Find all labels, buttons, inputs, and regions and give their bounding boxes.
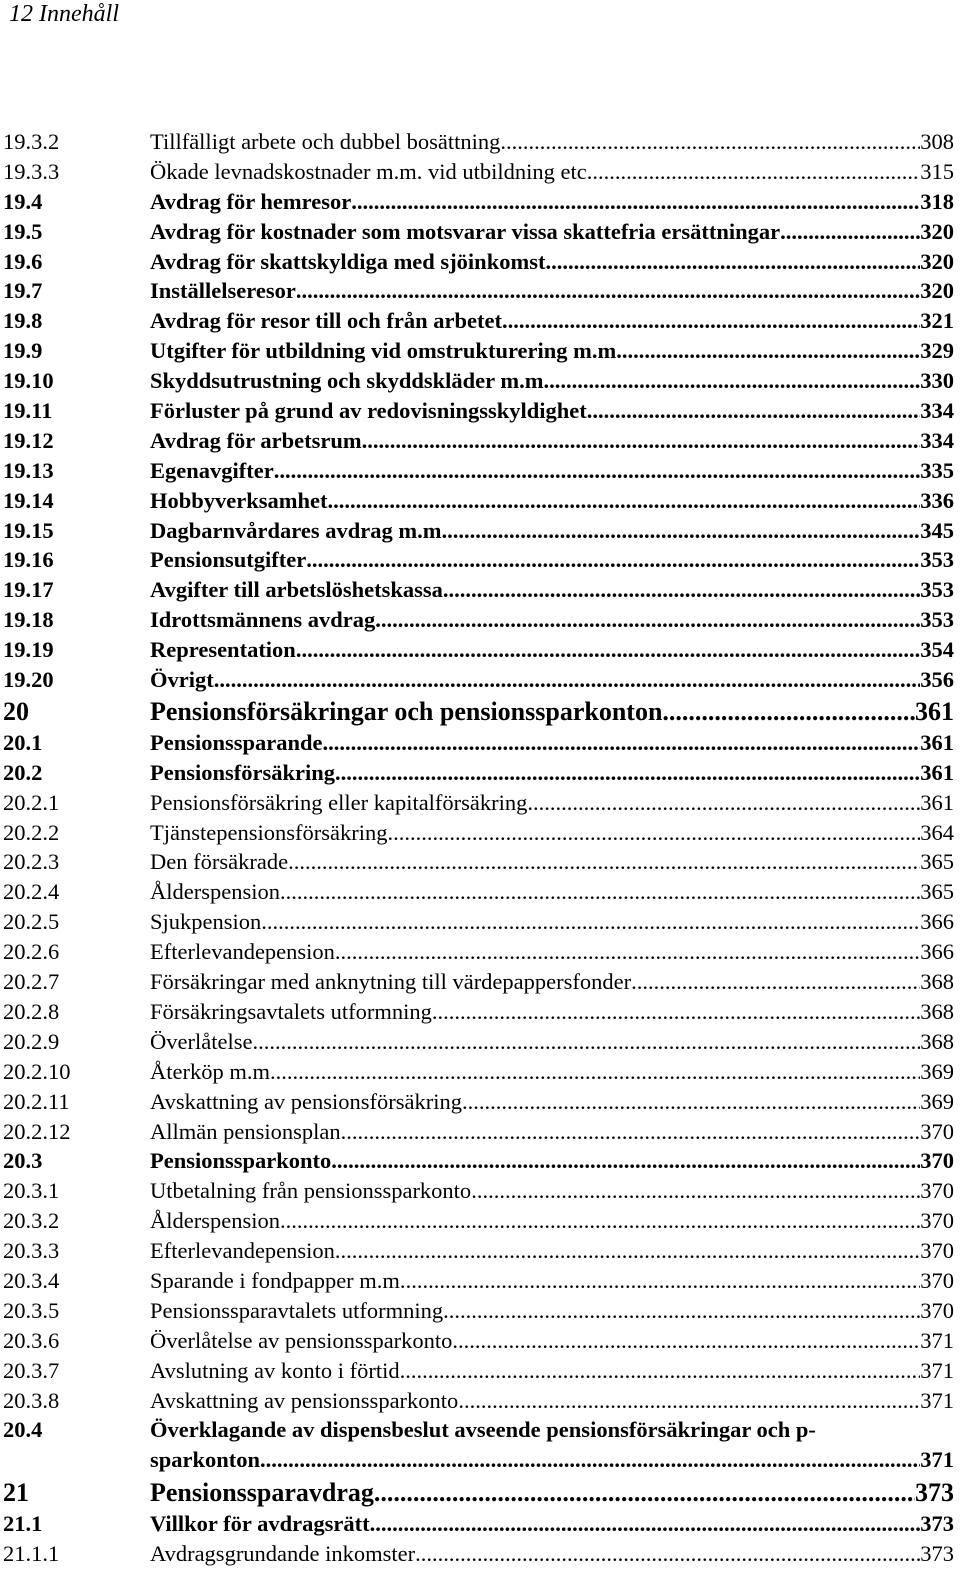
- toc-entry-page: 370: [920, 1178, 954, 1204]
- toc-entry-title: Pensionssparande: [150, 729, 323, 755]
- toc-entry-number: 20.3.8: [3, 1387, 60, 1413]
- toc-entry-page: 373: [915, 1478, 954, 1508]
- toc-entry-title: Pensionssparavtalets utformning: [150, 1297, 444, 1323]
- toc-entry-page: 353: [920, 577, 954, 603]
- toc-entry-number: 20.1: [3, 729, 43, 755]
- toc-entry-title: Övrigt: [150, 667, 214, 693]
- dot-leader: [452, 1326, 920, 1356]
- toc-entry-page: 335: [920, 457, 954, 483]
- toc-entry-number: 20.2.9: [3, 1028, 60, 1054]
- toc-entry[interactable]: [0, 545, 960, 575]
- dot-leader: [288, 847, 920, 877]
- toc-entry-number: 20.3.4: [3, 1267, 60, 1293]
- dot-leader: [592, 157, 920, 187]
- dot-leader: [443, 575, 920, 605]
- dot-leader: [214, 665, 921, 695]
- toc-entry-number: 20.2.12: [3, 1118, 71, 1144]
- toc-entry-title: Pensionsutgifter: [150, 547, 307, 573]
- toc-entry-page: 354: [920, 637, 954, 663]
- dot-leader: [502, 306, 920, 336]
- toc-entry[interactable]: [0, 1027, 960, 1057]
- toc-entry[interactable]: [0, 157, 960, 187]
- toc-entry-title: Återköp m.m.: [150, 1058, 276, 1084]
- dot-leader: [622, 336, 920, 366]
- dot-leader: [341, 1117, 921, 1147]
- dot-leader: [296, 276, 920, 306]
- toc-entry-title: Överlåtelse: [150, 1028, 253, 1054]
- toc-entry-title: Idrottsmännens avdrag: [150, 607, 376, 633]
- dot-leader: [631, 967, 920, 997]
- toc-entry-title: Ökade levnadskostnader m.m. vid utbildning etc.: [150, 158, 593, 184]
- toc-entry[interactable]: [0, 877, 960, 907]
- toc-entry-page: 329: [920, 338, 954, 364]
- toc-entry-page: 371: [920, 1387, 954, 1413]
- toc-entry-title: Försäkringsavtalets utformning: [150, 998, 432, 1024]
- dot-leader: [375, 605, 920, 635]
- toc-entry-title: Överklagande av dispensbeslut avseende pensionsförsäkringar och p-: [150, 1417, 816, 1443]
- dot-leader: [374, 1476, 915, 1509]
- toc-entry-number: 19.7: [3, 278, 43, 304]
- dot-leader: [471, 1176, 920, 1206]
- toc-entry-page: 320: [920, 248, 954, 274]
- toc-entry-page: 370: [920, 1267, 954, 1293]
- toc-entry-page: 320: [920, 218, 954, 244]
- toc-entry-number: 19.3.2: [3, 129, 60, 154]
- toc-entry-page: 373: [920, 1541, 954, 1567]
- toc-entry-page: 365: [920, 849, 954, 875]
- toc-entry-number: 20.3.1: [3, 1178, 60, 1204]
- toc-entry[interactable]: [0, 1176, 960, 1206]
- toc-entry-number: 20.2.8: [3, 998, 60, 1024]
- toc-entry-title: Pensionsförsäkring eller kapitalförsäkring: [150, 789, 528, 815]
- toc-entry-title-continued: sparkonton: [150, 1447, 261, 1473]
- toc-entry-page: 368: [920, 969, 954, 995]
- dot-leader: [545, 247, 920, 277]
- dot-leader: [306, 545, 920, 575]
- toc-entry-number: 20.2.5: [3, 909, 60, 935]
- toc-entry-page: 366: [920, 939, 954, 965]
- toc-entry-title: Utbetalning från pensionssparkonto: [150, 1178, 472, 1204]
- toc-entry-page: 361: [920, 759, 954, 785]
- toc-entry-page: 361: [915, 696, 954, 726]
- table-of-contents: [0, 127, 960, 1569]
- toc-entry-number: 19.17: [3, 577, 54, 603]
- toc-entry-title: Villkor för avdragsrätt: [150, 1511, 370, 1537]
- dot-leader: [274, 456, 921, 486]
- dot-leader: [261, 907, 920, 937]
- dot-leader: [335, 1236, 920, 1266]
- dot-leader: [323, 728, 921, 758]
- toc-entry-title: Skyddsutrustning och skyddskläder m.m.: [150, 368, 550, 394]
- toc-entry-page: 369: [920, 1088, 954, 1114]
- toc-entry-title: Egenavgifter: [150, 457, 274, 483]
- toc-entry-number: 20.3.6: [3, 1327, 60, 1353]
- toc-entry-title: Försäkringar med anknytning till värdepappersfonder: [150, 969, 632, 995]
- dot-leader: [780, 217, 920, 247]
- toc-entry-number: 21.1: [3, 1511, 43, 1537]
- toc-entry-number: 20.3.7: [3, 1357, 60, 1383]
- toc-entry-page: 371: [920, 1327, 954, 1353]
- toc-entry-page: 370: [920, 1238, 954, 1264]
- toc-entry-title: Tjänstepensionsförsäkring: [150, 819, 388, 845]
- toc-entry-number: 20.2.10: [3, 1058, 71, 1084]
- dot-leader: [662, 695, 915, 728]
- toc-entry-title: Avdrag för hemresor: [150, 188, 352, 214]
- dot-leader: [335, 937, 920, 967]
- dot-leader: [443, 1296, 920, 1326]
- toc-entry-number: 20.2.11: [3, 1088, 70, 1114]
- toc-entry-number: 19.8: [3, 308, 43, 334]
- dot-leader: [328, 486, 921, 516]
- toc-entry-number: 20.2.3: [3, 849, 60, 875]
- toc-entry-number: 20.2.1: [3, 789, 60, 815]
- toc-entry[interactable]: [0, 937, 960, 967]
- toc-entry-title: Dagbarnvårdares avdrag m.m.: [150, 517, 448, 543]
- toc-entry-title: Avdrag för arbetsrum: [150, 427, 362, 453]
- toc-entry-page: 334: [920, 427, 954, 453]
- toc-entry[interactable]: [0, 1539, 960, 1569]
- toc-entry-page: 373: [920, 1511, 954, 1537]
- dot-leader: [527, 788, 920, 818]
- toc-entry[interactable]: [0, 847, 960, 877]
- toc-entry[interactable]: [0, 967, 960, 997]
- dot-leader: [432, 997, 920, 1027]
- toc-entry-number: 19.6: [3, 248, 43, 274]
- toc-entry-page: 353: [920, 607, 954, 633]
- toc-entry[interactable]: [0, 1146, 960, 1176]
- toc-entry-title: Representation: [150, 637, 296, 663]
- toc-entry-page: 318: [920, 188, 954, 214]
- toc-entry-title: Utgifter för utbildning vid omstrukturering m.m.: [150, 338, 622, 364]
- toc-entry-page: 345: [920, 517, 954, 543]
- toc-entry[interactable]: [0, 575, 960, 605]
- toc-entry[interactable]: [0, 127, 960, 157]
- toc-entry-page: 369: [920, 1058, 954, 1084]
- toc-entry[interactable]: [0, 1206, 960, 1236]
- toc-entry-number: 20: [3, 696, 29, 726]
- toc-entry-page: 364: [920, 819, 954, 845]
- toc-entry-title: Tillfälligt arbete och dubbel bosättning: [150, 129, 501, 154]
- toc-entry[interactable]: [0, 247, 960, 277]
- toc-entry-title: Efterlevandepension: [150, 1238, 335, 1264]
- toc-entry-number: 20.3: [3, 1148, 43, 1174]
- toc-entry-page: 308: [920, 129, 954, 154]
- toc-entry-title: Förluster på grund av redovisningsskyldighet: [150, 398, 587, 424]
- toc-entry-page: 370: [920, 1297, 954, 1323]
- toc-entry[interactable]: [0, 516, 960, 546]
- toc-entry-page: 371: [920, 1357, 954, 1383]
- dot-leader: [587, 396, 920, 426]
- toc-entry-title: Pensionsförsäkring: [150, 759, 336, 785]
- toc-entry[interactable]: [0, 907, 960, 937]
- toc-entry-title: Pensionssparavdrag: [150, 1478, 374, 1508]
- toc-entry-number: 19.5: [3, 218, 43, 244]
- dot-leader: [280, 1206, 920, 1236]
- toc-entry-title: Allmän pensionsplan: [150, 1118, 341, 1144]
- toc-entry-number: 19.4: [3, 188, 43, 214]
- dot-leader: [500, 127, 920, 157]
- dot-leader: [362, 426, 921, 456]
- dot-leader: [280, 877, 920, 907]
- toc-entry-page: 361: [920, 729, 954, 755]
- toc-entry-title: Pensionsförsäkringar och pensionssparkonton: [150, 696, 663, 726]
- toc-entry[interactable]: [0, 426, 960, 456]
- toc-entry[interactable]: [0, 187, 960, 217]
- toc-entry-number: 19.16: [3, 547, 54, 573]
- dot-leader: [335, 758, 920, 788]
- toc-entry-number: 20.2.2: [3, 819, 60, 845]
- toc-entry[interactable]: [0, 336, 960, 366]
- toc-entry[interactable]: [0, 276, 960, 306]
- dot-leader: [252, 1027, 920, 1057]
- dot-leader: [415, 1539, 920, 1569]
- toc-entry-title: Avgifter till arbetslöshetskassa: [150, 577, 443, 603]
- toc-entry[interactable]: [0, 1415, 960, 1476]
- toc-entry-title: Överlåtelse av pensionssparkonto: [150, 1327, 453, 1353]
- toc-entry-title: Avskattning av pensionssparkonto: [150, 1387, 459, 1413]
- toc-entry-number: 20.3.5: [3, 1297, 60, 1323]
- toc-entry-title: Avdrag för kostnader som motsvarar vissa skattefria ersättningar: [150, 218, 781, 244]
- toc-entry[interactable]: [0, 1509, 960, 1539]
- toc-entry-page: 365: [920, 879, 954, 905]
- toc-entry-number: 20.3.3: [3, 1238, 60, 1264]
- toc-entry-title: Avdragsgrundande inkomster: [150, 1541, 416, 1567]
- toc-entry-page: 370: [920, 1118, 954, 1144]
- dot-leader: [387, 818, 920, 848]
- toc-entry-title: Ålderspension: [150, 1208, 280, 1234]
- toc-entry[interactable]: [0, 486, 960, 516]
- toc-entry-number: 20.2.7: [3, 969, 60, 995]
- dot-leader: [351, 187, 920, 217]
- toc-entry-title: Hobbyverksamhet: [150, 487, 328, 513]
- dot-leader: [458, 1386, 920, 1416]
- toc-entry-number: 19.11: [3, 398, 53, 424]
- dot-leader: [447, 516, 920, 546]
- dot-leader: [406, 1266, 921, 1296]
- toc-entry[interactable]: [0, 1057, 960, 1087]
- toc-entry-title: Den försäkrade: [150, 849, 289, 875]
- toc-entry-number: 20.2: [3, 759, 43, 785]
- toc-entry-page: 330: [920, 368, 954, 394]
- toc-entry-page: 336: [920, 487, 954, 513]
- toc-entry-page: 320: [920, 278, 954, 304]
- toc-entry-page: 371: [920, 1447, 954, 1473]
- toc-entry[interactable]: [0, 1266, 960, 1296]
- toc-entry-title: Ålderspension: [150, 879, 280, 905]
- page-header: 12 Innehåll: [9, 1, 119, 27]
- toc-entry[interactable]: [0, 456, 960, 486]
- toc-entry-title: Avslutning av konto i förtid: [150, 1357, 400, 1383]
- toc-entry-title: Sjukpension: [150, 909, 262, 935]
- toc-entry-page: 356: [920, 667, 954, 693]
- toc-entry-number: 20.3.2: [3, 1208, 60, 1234]
- toc-entry[interactable]: [0, 997, 960, 1027]
- toc-entry-page: 361: [920, 789, 954, 815]
- toc-entry-number: 19.18: [3, 607, 54, 633]
- dot-leader: [276, 1057, 921, 1087]
- toc-entry[interactable]: [0, 1296, 960, 1326]
- toc-entry[interactable]: [0, 1236, 960, 1266]
- toc-entry-number: 21: [3, 1478, 29, 1508]
- toc-entry-title: Avdrag för resor till och från arbetet: [150, 308, 503, 334]
- toc-entry-number: 20.4: [3, 1417, 43, 1443]
- toc-entry-page: 370: [920, 1208, 954, 1234]
- toc-entry-number: 19.13: [3, 457, 54, 483]
- toc-entry-title: Pensionssparkonto: [150, 1148, 332, 1174]
- toc-entry-page: 353: [920, 547, 954, 573]
- toc-entry-page: 321: [920, 308, 954, 334]
- toc-entry[interactable]: [0, 818, 960, 848]
- toc-entry[interactable]: [0, 1476, 960, 1509]
- dot-leader: [549, 366, 920, 396]
- toc-entry[interactable]: [0, 788, 960, 818]
- toc-entry-number: 20.2.4: [3, 879, 60, 905]
- toc-entry[interactable]: [0, 306, 960, 336]
- toc-entry-number: 20.2.6: [3, 939, 60, 965]
- toc-entry-page: 368: [920, 1028, 954, 1054]
- toc-entry-number: 19.10: [3, 368, 54, 394]
- toc-entry[interactable]: [0, 1356, 960, 1386]
- toc-entry-page: 315: [920, 158, 954, 184]
- toc-entry-page: 370: [920, 1148, 954, 1174]
- toc-entry-number: 19.14: [3, 487, 54, 513]
- toc-entry[interactable]: [0, 695, 960, 728]
- toc-entry-title: Avdrag för skattskyldiga med sjöinkomst: [150, 248, 546, 274]
- toc-entry-number: 19.19: [3, 637, 54, 663]
- dot-leader: [296, 635, 920, 665]
- toc-entry[interactable]: [0, 758, 960, 788]
- toc-entry[interactable]: [0, 1326, 960, 1356]
- toc-entry[interactable]: [0, 217, 960, 247]
- toc-entry[interactable]: [0, 728, 960, 758]
- toc-entry-number: 19.15: [3, 517, 54, 543]
- dot-leader: [331, 1146, 920, 1176]
- toc-entry-title: Avskattning av pensionsförsäkring: [150, 1088, 463, 1114]
- toc-entry[interactable]: [0, 1386, 960, 1416]
- dot-leader: [400, 1356, 921, 1386]
- toc-entry-page: 368: [920, 998, 954, 1024]
- dot-leader: [260, 1445, 920, 1475]
- dot-leader: [462, 1087, 920, 1117]
- toc-entry[interactable]: [0, 1117, 960, 1147]
- toc-entry[interactable]: [0, 396, 960, 426]
- toc-entry-number: 19.3.3: [3, 158, 60, 184]
- toc-entry[interactable]: [0, 665, 960, 695]
- toc-entry-title: Inställelseresor: [150, 278, 296, 304]
- toc-entry-title: Sparande i fondpapper m.m.: [150, 1267, 406, 1293]
- toc-entry-number: 21.1.1: [3, 1541, 60, 1567]
- toc-entry-number: 19.9: [3, 338, 43, 364]
- toc-entry[interactable]: [0, 635, 960, 665]
- toc-entry-title: Efterlevandepension: [150, 939, 335, 965]
- toc-entry-number: 19.20: [3, 667, 54, 693]
- toc-entry[interactable]: [0, 1087, 960, 1117]
- dot-leader: [370, 1509, 921, 1539]
- toc-entry-number: 19.12: [3, 427, 54, 453]
- toc-entry[interactable]: [0, 605, 960, 635]
- toc-entry-page: 334: [920, 398, 954, 424]
- toc-entry[interactable]: [0, 366, 960, 396]
- toc-entry-page: 366: [920, 909, 954, 935]
